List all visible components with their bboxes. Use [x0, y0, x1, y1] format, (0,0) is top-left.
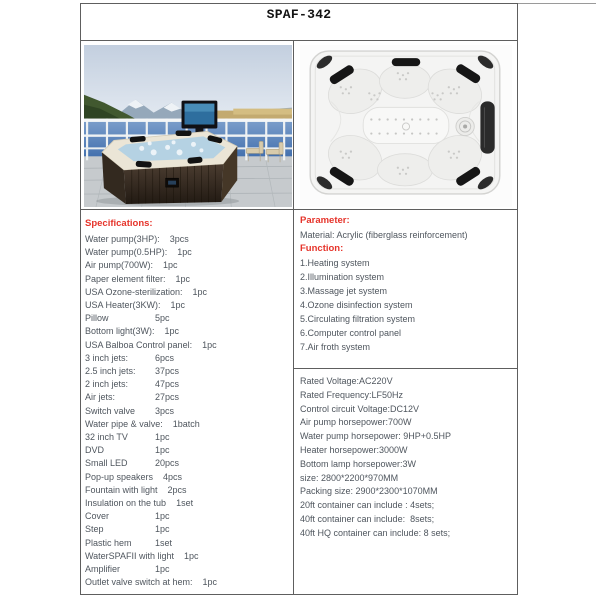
- spec-value: 1pc: [175, 273, 191, 284]
- spec-value: 2pcs: [167, 484, 187, 495]
- spec-row: [85, 273, 293, 286]
- spec-value: 1batch: [172, 418, 200, 429]
- spec-value: 47pcs: [155, 379, 180, 390]
- spec-label: WaterSPAFII with light: [85, 550, 175, 561]
- spec-value: 1pc: [164, 326, 180, 337]
- spec-label: 2.5 inch jets:: [85, 366, 136, 377]
- spec-label: Switch valve: [85, 405, 136, 416]
- spec-row: [85, 471, 293, 484]
- spec-value: 20pcs: [155, 458, 180, 469]
- text-row: [81, 210, 517, 594]
- spec-label: USA Heater(3KW):: [85, 300, 161, 311]
- spec-value: 1pc: [184, 550, 199, 561]
- rating-line: 40ft HQ container can include: 8 sets;: [300, 527, 451, 538]
- function-item: 2.Illumination system: [300, 272, 385, 282]
- rating-line: size: 2800*2200*970MM: [300, 472, 399, 483]
- spec-value: 37pcs: [155, 366, 180, 377]
- spec-value: 4pcs: [163, 471, 183, 482]
- spec-label: Air jets:: [85, 392, 116, 403]
- spec-label: Bottom light(3W):: [85, 326, 155, 337]
- material-line: Material: Acrylic (fiberglass reinforcement): [300, 230, 468, 240]
- spec-row: [85, 457, 293, 470]
- rating-line: Packing size: 2900*2300*1070MM: [300, 486, 438, 497]
- spec-value: 1pc: [155, 511, 170, 522]
- spec-value: 1set: [155, 537, 173, 548]
- spec-row: [85, 405, 293, 418]
- spec-row: [85, 325, 293, 338]
- spec-row: [85, 431, 293, 444]
- spec-row: [85, 563, 293, 576]
- function-item: 1.Heating system: [300, 258, 370, 268]
- spec-label: Amplifier: [85, 564, 121, 575]
- rating-line: 40ft container can include: 8sets;: [300, 513, 435, 524]
- spec-row: [85, 365, 293, 378]
- parameter-section: [294, 210, 517, 368]
- spec-label: Outlet valve switch at hem:: [85, 577, 193, 588]
- function-item: 4.Ozone disinfection system: [300, 300, 413, 310]
- spec-value: 1pc: [155, 524, 170, 535]
- spec-label: 3 inch jets:: [85, 352, 129, 363]
- spec-label: Water pump(0.5HP):: [85, 247, 168, 258]
- rating-line: Water pump horsepower: 9HP+0.5HP: [300, 431, 451, 442]
- spec-row: [85, 259, 293, 272]
- spec-row: [85, 537, 293, 550]
- rating-line: Heater horsepower:3000W: [300, 444, 408, 455]
- spec-value: 1pc: [155, 564, 170, 575]
- spec-row: [85, 352, 293, 365]
- spec-value: 1set: [176, 498, 194, 509]
- spec-label: USA Balboa Control panel:: [85, 339, 193, 350]
- spec-row: [85, 299, 293, 312]
- spec-row: [85, 497, 293, 510]
- function-item: 5.Circulating filtration system: [300, 314, 416, 324]
- spec-row: [85, 312, 293, 325]
- spec-value: 1pc: [192, 286, 208, 297]
- spec-label: Cover: [85, 511, 110, 522]
- function-heading: Function:: [300, 243, 344, 254]
- spec-label: 2 inch jets:: [85, 379, 129, 390]
- spec-value: 1pc: [155, 432, 170, 443]
- function-item: 6.Computer control panel: [300, 328, 402, 338]
- spec-label: USA Ozone-sterilization:: [85, 286, 183, 297]
- spec-label: DVD: [85, 445, 105, 456]
- spec-row: [85, 444, 293, 457]
- spec-row: [85, 523, 293, 536]
- specifications-section: [81, 210, 294, 594]
- spec-row: [85, 339, 293, 352]
- photo-row: [81, 41, 517, 210]
- spec-row: [85, 484, 293, 497]
- spec-label: Water pipe & valve:: [85, 418, 163, 429]
- rating-line: Bottom lamp horsepower:3W: [300, 458, 417, 469]
- spec-value: 1pc: [202, 577, 218, 588]
- spec-value: 3pcs: [155, 405, 175, 416]
- spec-label: Pillow: [85, 313, 109, 324]
- spec-value: 6pcs: [155, 352, 175, 363]
- spec-value: 1pc: [163, 260, 178, 271]
- rating-line: Air pump horsepower:700W: [300, 417, 412, 428]
- spec-label: Plastic hem: [85, 537, 132, 548]
- spec-value: 1pc: [202, 339, 217, 350]
- spec-value: 27pcs: [155, 392, 180, 403]
- spec-label: Paper element filter:: [85, 273, 166, 284]
- spec-list: [85, 233, 293, 589]
- spec-label: Fountain with light: [85, 484, 158, 495]
- spec-row: [85, 391, 293, 404]
- spec-label: Step: [85, 524, 104, 535]
- rating-line: 20ft container can include : 4sets;: [300, 500, 435, 511]
- spec-label: Air pump(700W):: [85, 260, 154, 271]
- topview-tub-photo: [300, 45, 512, 207]
- parameter-heading: Parameter:: [300, 215, 350, 226]
- topview-photo-cell: [294, 41, 517, 209]
- spec-label: Small LED: [85, 458, 128, 469]
- rating-line: Rated Voltage:AC220V: [300, 376, 393, 386]
- spec-sheet: [80, 3, 518, 595]
- function-item: 3.Massage jet system: [300, 286, 388, 296]
- spec-row: [85, 246, 293, 259]
- specifications-heading: Specifications:: [85, 218, 153, 229]
- outdoor-photo-cell: [81, 41, 294, 209]
- spec-label: 32 inch TV: [85, 432, 128, 443]
- spec-value: 1pc: [177, 247, 192, 258]
- function-item: 7.Air froth system: [300, 342, 371, 352]
- outdoor-tub-photo: [84, 45, 292, 207]
- spec-row: [85, 378, 293, 391]
- spec-row: [85, 576, 293, 589]
- spec-value: 1pc: [170, 300, 186, 311]
- spec-row: [85, 418, 293, 431]
- spec-row: [85, 286, 293, 299]
- spec-label: Pop-up speakers: [85, 471, 154, 482]
- rating-line: Control circuit Voltage:DC12V: [300, 403, 420, 414]
- spec-label: Water pump(3HP):: [85, 234, 160, 244]
- spec-label: Insulation on the tub: [85, 498, 167, 509]
- spec-value: 3pcs: [169, 234, 189, 244]
- side-armrest: [480, 101, 494, 153]
- spec-row: [85, 233, 293, 246]
- function-list: [300, 256, 517, 354]
- spec-row: [85, 510, 293, 523]
- rating-line: Rated Frequency:LF50Hz: [300, 389, 404, 400]
- spec-value: 1pc: [155, 445, 170, 456]
- spec-value: 5pc: [155, 313, 170, 324]
- spec-row: [85, 550, 293, 563]
- right-column: [294, 210, 517, 594]
- page-title: SPAF-342: [81, 4, 517, 41]
- ratings-section: [294, 368, 517, 594]
